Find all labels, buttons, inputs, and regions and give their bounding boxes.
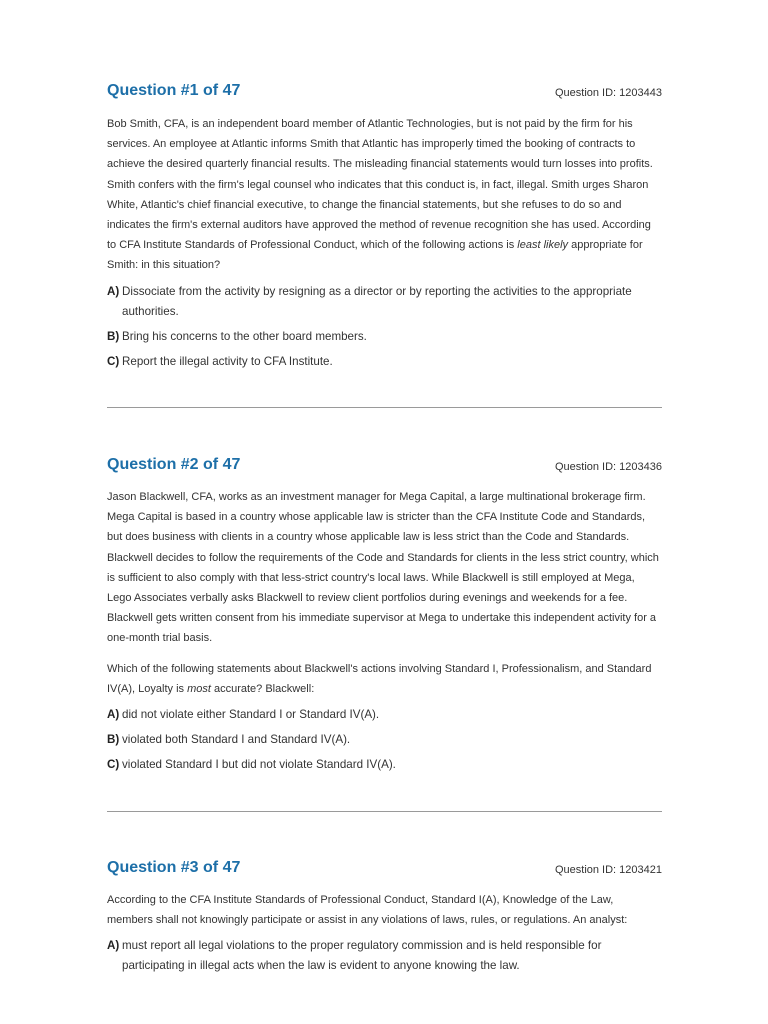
answer-list [107, 282, 662, 372]
answer-letter: C) [107, 758, 120, 772]
question-3 [107, 858, 662, 981]
question-divider [107, 407, 662, 408]
answer-option-c[interactable] [107, 352, 662, 372]
answer-option-a[interactable] [107, 282, 662, 322]
question-stem [107, 114, 662, 276]
question-id: Question ID: 1203421 [554, 864, 662, 876]
question-stem-text: Which of the following statements about Blackwell's actions involving Standard I, Professionalism, and Standard IV(A), Loyalty is [107, 662, 652, 695]
question-stem-text: Bob Smith, CFA, is an independent board member of Atlantic Technologies, but is not paid by the firm for his services. An employee at Atlantic informs Smith that Atlantic has improperly timed the booking of contracts to achieve the desired quarterly financial results. The misleading financial statements would turn losses into profits. Smith confers with the firm's legal counsel who indicates that this conduct is, in fact, illegal. Smith urges Sharon White, Atlantic's chief financial executive, to change the financial statements, but she refuses to do so and indicates the firm's external auditors have approved the method of revenue recognition she has used. According to CFA Institute Standards of Professional Conduct, which of the following actions is [107, 118, 653, 252]
question-scenario: Jason Blackwell, CFA, works as an investment manager for Mega Capital, a large multinational brokerage firm. Mega Capital is based in a country whose applicable law is stricter than the CFA Institute Code and Standards, but does business with clients in a country whose applicable law is less strict than the Code and Standards. Blackwell decides to follow the requirements of the Code and Standards for clients in the less strict country, which is sufficient to also comply with that less-strict country's local laws. While Blackwell is still employed at Mega, Lego Associates verbally asks Blackwell to review client portfolios during evenings and weekends for a fee. Blackwell gets written consent from his immediate supervisor at Mega to undertake this independent activity for a one-month trial basis. [107, 491, 659, 645]
answer-text: did not violate either Standard I or Standard IV(A). [122, 708, 380, 722]
answer-letter: A) [107, 939, 120, 953]
answer-letter: A) [107, 284, 120, 298]
question-id: Question ID: 1203443 [554, 87, 662, 99]
answer-list [107, 705, 662, 775]
answer-option-a[interactable] [107, 936, 662, 976]
answer-text: violated Standard I but did not violate Standard IV(A). [122, 758, 396, 772]
answer-text: Bring his concerns to the other board members. [122, 329, 367, 343]
answer-option-b[interactable] [107, 327, 662, 347]
answer-text: Report the illegal activity to CFA Institute. [122, 354, 333, 368]
question-header [107, 455, 662, 479]
question-header [107, 81, 662, 105]
answer-letter: B) [107, 329, 120, 343]
answer-option-c[interactable] [107, 755, 662, 775]
question-stem: According to the CFA Institute Standards of Professional Conduct, Standard I(A), Knowledge of the Law, members shall not knowingly participate or assist in any violations of laws, rules, or regulations. An analyst: [107, 894, 628, 927]
question-stem-emphasis: least likely [517, 239, 569, 252]
question-title: Question #2 of 47 [107, 456, 241, 473]
question-stem [107, 659, 662, 699]
question-id: Question ID: 1203436 [554, 461, 662, 473]
question-title: Question #3 of 47 [107, 859, 241, 876]
question-2 [107, 455, 662, 780]
answer-text: must report all legal violations to the proper regulatory commission and is held responsible for participating in illegal acts when the law is evident to anyone knowing the law. [122, 939, 602, 973]
answer-letter: A) [107, 708, 120, 722]
answer-text: Dissociate from the activity by resigning as a director or by reporting the activities to the appropriate authorities. [122, 284, 632, 318]
answer-letter: B) [107, 733, 120, 747]
answer-list [107, 936, 662, 976]
answer-option-b[interactable] [107, 730, 662, 750]
question-stem-text-end: accurate? Blackwell: [210, 682, 315, 695]
answer-option-a[interactable] [107, 705, 662, 725]
question-title: Question #1 of 47 [107, 82, 241, 99]
question-1 [107, 81, 662, 377]
question-stem-emphasis: most [187, 682, 211, 695]
question-stem-text-end: appropriate for Smith: in this situation? [107, 239, 643, 272]
question-header [107, 858, 662, 882]
answer-text: violated both Standard I and Standard IV(A). [122, 733, 351, 747]
question-divider [107, 811, 662, 812]
answer-letter: C) [107, 354, 120, 368]
